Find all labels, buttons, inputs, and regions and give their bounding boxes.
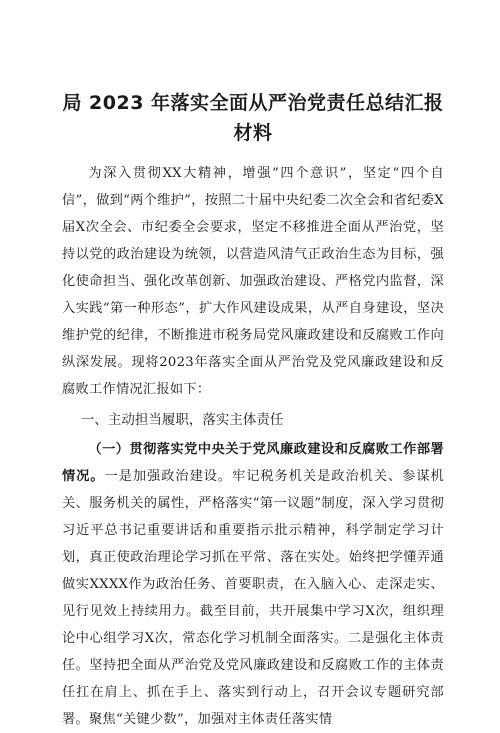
document-title: 局 2023 年落实全面从严治党责任总结汇报材料	[62, 92, 444, 144]
document-page	[62, 88, 444, 733]
subsection-paragraph	[62, 436, 444, 733]
intro-paragraph: 为深入贯彻XX大精神，增强“四个意识”，坚定“四个自信”，做到“两个维护”，按照二十届中央纪委二次全会和省纪委X届X次全会、市纪委全会要求，坚定不移推进全面从严治党，坚持以党的政治建设为统领，以营造风清气正政治生态为目标，强化使命担当、强化改革创新、加强政治建设、严格党内监督，深入实践“第一种形态”，扩大作风建设成果，从严自身建设，坚决维护党的纪律，不断推进市税务局党风廉政建设和反腐败工作向纵深发展。现将2023年落实全面从严治党及党风廉政建设和反腐败工作情况汇报如下：	[62, 166, 444, 397]
subsection-heading: （一）贯彻落实党中央关于党风廉政建设和反腐败工作部署情况。	[62, 442, 444, 484]
section-heading: 一、主动担当履职，落实主体责任	[80, 412, 284, 428]
subsection-body: 一是加强政治建设。牢记税务机关是政治机关、参谋机关、服务机关的属性，严格落实“第一议题”制度，深入学习贯彻习近平总书记重要讲话和重要指示批示精神，科学制定学习计划，真正使政治理论学习抓在平常、落在实处。始终把学懂弄通做实XXXX作为政治任务、首要职责，在入脑入心、走深走实、见行见效上持续用力。截至目前，共开展集中学习X次，组织理论中心组学习X次，常态化学习机制全面落实。二是强化主体责任。坚持把全面从严治党及党风廉政建设和反腐败工作的主体责任扛在肩上、抓在手上、落实到行动上，召开会议专题研究部署。聚焦“关键少数”，加强对主体责任落实情	[62, 469, 444, 727]
